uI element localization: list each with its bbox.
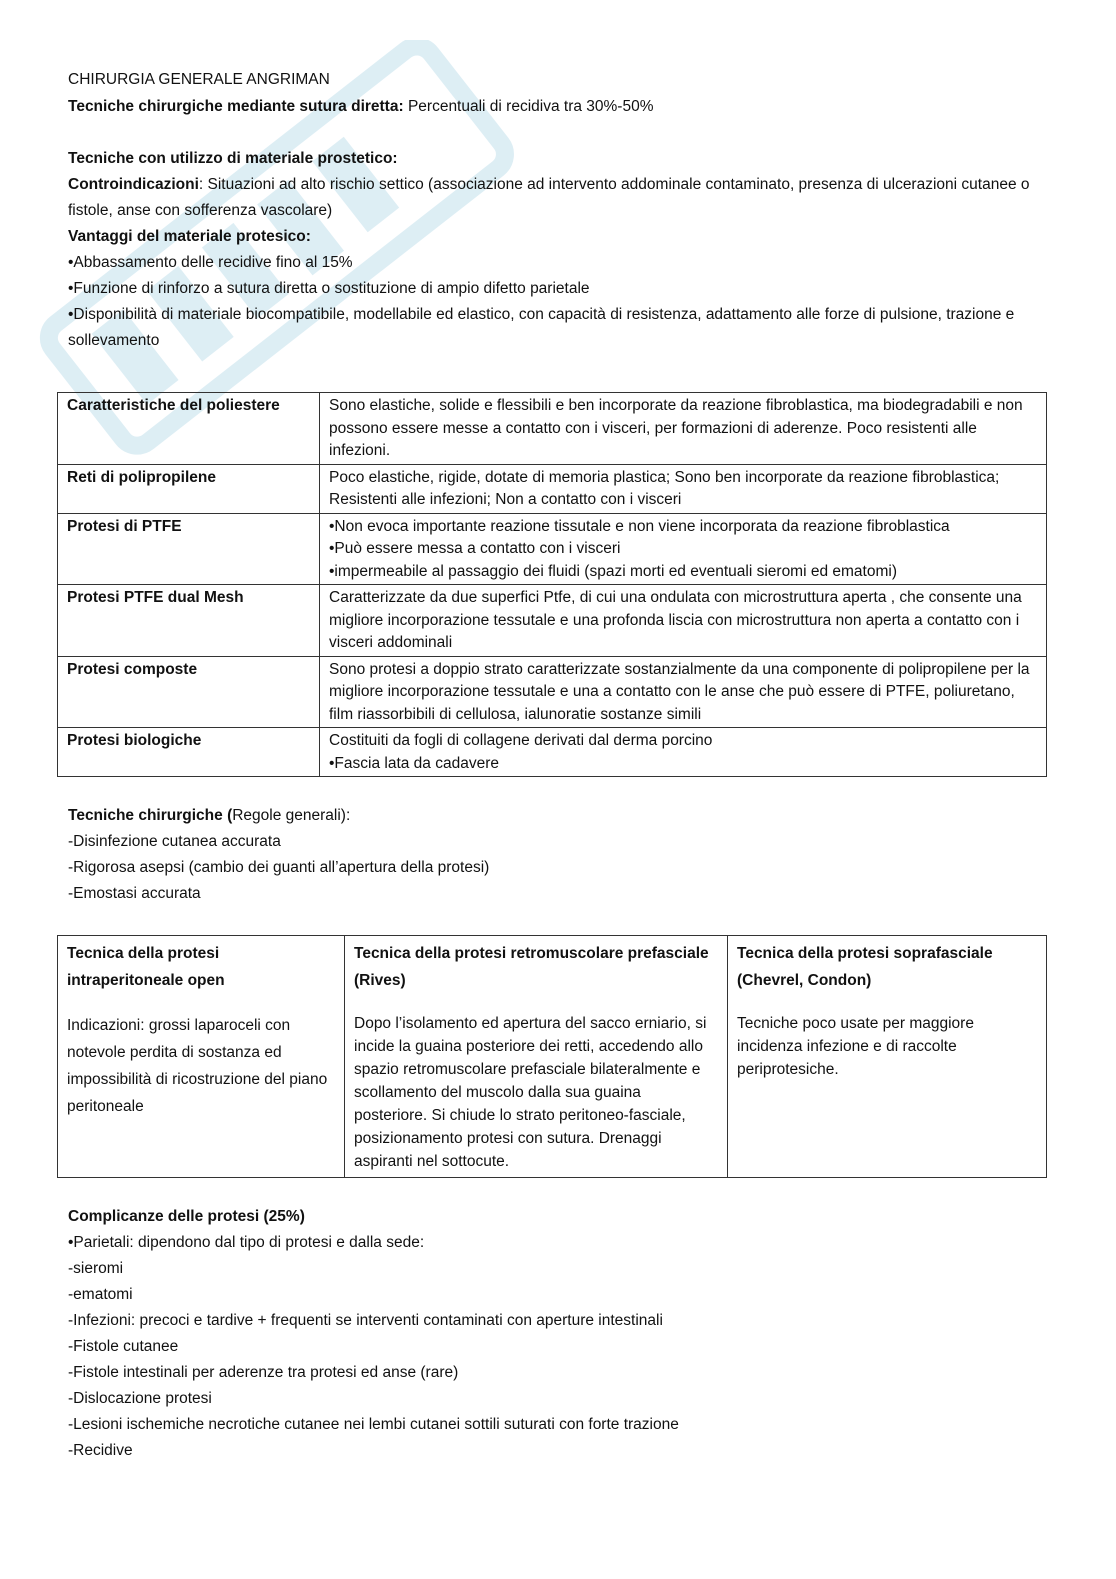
- complicanze-item: -ematomi: [68, 1286, 133, 1303]
- technique-title: Tecnica della protesi soprafasciale (Chevrel, Condon): [737, 945, 993, 989]
- table-row: [58, 728, 1047, 777]
- table-row: [58, 585, 1047, 657]
- regole-heading: Tecniche chirurgiche (Regole generali):: [68, 807, 351, 824]
- table-row: [58, 513, 1047, 585]
- material-label: Reti di polipropilene: [58, 464, 320, 513]
- complicanze-item: -Dislocazione protesi: [68, 1390, 212, 1407]
- complicanze-item: -Recidive: [68, 1442, 133, 1459]
- sutura-label: Tecniche chirurgiche mediante sutura diretta:: [68, 98, 404, 115]
- technique-text: Dopo l’isolamento ed apertura del sacco erniario, si incide la guaina posteriore dei retti, accedendo allo spazio retromuscolare prefasciale bilateralmente e scollamento del muscolo dalla sua guaina posteriore. Si chiude lo strato peritoneo-fasciale, posizionamento protesi con sutura. Drenaggi aspiranti nel sottocute.: [354, 1015, 707, 1170]
- material-label: Protesi di PTFE: [58, 513, 320, 585]
- material-description: Caratterizzate da due superfici Ptfe, di cui una ondulata con microstruttura aperta , che consente una migliore incorporazione tessutale e una profonda liscia con microstruttura non aperta a contatto con i visceri addominali: [320, 585, 1047, 657]
- complicanze-item: •Parietali: dipendono dal tipo di protesi e dalla sede:: [68, 1234, 425, 1251]
- material-label: Protesi composte: [58, 656, 320, 728]
- technique-cell: [345, 936, 728, 1178]
- technique-cell: [58, 936, 345, 1178]
- materials-table: [57, 392, 1047, 777]
- technique-title: Tecnica della protesi intraperitoneale open: [67, 945, 225, 989]
- controindicazioni-label: Controindicazioni: [68, 176, 199, 193]
- regole-item: -Disinfezione cutanea accurata: [68, 833, 281, 850]
- complicanze-item: -Infezioni: precoci e tardive + frequenti se interventi contaminati con aperture intestinali: [68, 1312, 663, 1329]
- table-row: [58, 936, 1047, 1178]
- document-title: CHIRURGIA GENERALE ANGRIMAN: [68, 71, 330, 88]
- vantaggi-item: •Funzione di rinforzo a sutura diretta o sostituzione di ampio difetto parietale: [68, 280, 590, 297]
- vantaggi-item: •Disponibilità di materiale biocompatibile, modellabile ed elastico, con capacità di resistenza, adattamento alle forze di pulsione, trazione e sollevamento: [68, 306, 1015, 349]
- vantaggi-item: •Abbassamento delle recidive fino al 15%: [68, 254, 353, 271]
- controindicazioni-paragraph: [68, 172, 1058, 224]
- sutura-text: Percentuali di recidiva tra 30%-50%: [403, 98, 654, 115]
- regole-item: -Emostasi accurata: [68, 885, 201, 902]
- sutura-line: [68, 93, 1058, 120]
- table-row: [58, 393, 1047, 465]
- complicanze-item: -Lesioni ischemiche necrotiche cutanee nei lembi cutanei sottili suturati con forte trazione: [68, 1416, 679, 1433]
- controindicazioni-text: : Situazioni ad alto rischio settico (associazione ad intervento addominale contaminato, presenza di ulcerazioni cutanee o fistole, anse con sofferenza vascolare): [68, 176, 1030, 219]
- technique-text: Tecniche poco usate per maggiore incidenza infezione e di raccolte periprotesiche.: [737, 1015, 974, 1078]
- technique-title: Tecnica della protesi retromuscolare prefasciale (Rives): [354, 945, 709, 989]
- complicanze-item: -Fistole cutanee: [68, 1338, 179, 1355]
- material-description: Sono protesi a doppio strato caratterizzate sostanzialmente da una componente di polipropilene per la migliore incorporazione tessutale e una a contatto con le anse che può essere di PTFE, poliuretano, film riassorbibili di cellulosa, ialunoratie sostanze simili: [320, 656, 1047, 728]
- technique-text: Indicazioni: grossi laparoceli con notevole perdita di sostanza ed impossibilità di ricostruzione del piano peritoneale: [67, 1017, 328, 1115]
- material-label: Protesi PTFE dual Mesh: [58, 585, 320, 657]
- complicanze-heading: Complicanze delle protesi (25%): [68, 1208, 305, 1225]
- techniques-table: [57, 935, 1047, 1178]
- complicanze-item: -sieromi: [68, 1260, 124, 1277]
- table-row: [58, 656, 1047, 728]
- material-description: Costituiti da fogli di collagene derivati dal derma porcino •Fascia lata da cadavere: [320, 728, 1047, 777]
- table-row: [58, 464, 1047, 513]
- vantaggi-heading: Vantaggi del materiale protesico:: [68, 228, 311, 245]
- protesico-heading: Tecniche con utilizzo di materiale prostetico:: [68, 150, 398, 167]
- material-description: Poco elastiche, rigide, dotate di memoria plastica; Sono ben incorporate da reazione fibroblastica; Resistenti alle infezioni; Non a contatto con i visceri: [320, 464, 1047, 513]
- regole-item: -Rigorosa asepsi (cambio dei guanti all’apertura della protesi): [68, 859, 490, 876]
- material-label: Caratteristiche del poliestere: [58, 393, 320, 465]
- document-content: [68, 66, 1058, 1464]
- technique-cell: [728, 936, 1047, 1178]
- complicanze-item: -Fistole intestinali per aderenze tra protesi ed anse (rare): [68, 1364, 459, 1381]
- material-description: Sono elastiche, solide e flessibili e ben incorporate da reazione fibroblastica, ma biodegradabili e non possono essere messe a contatto con i visceri, per formazioni di aderenze. Poco resistenti alle infezioni.: [320, 393, 1047, 465]
- material-description: •Non evoca importante reazione tissutale e non viene incorporata da reazione fibroblastica •Può essere messa a contatto con i visceri •impermeabile al passaggio dei fluidi (spazi morti ed eventuali sieromi ed ematomi): [320, 513, 1047, 585]
- material-label: Protesi biologiche: [58, 728, 320, 777]
